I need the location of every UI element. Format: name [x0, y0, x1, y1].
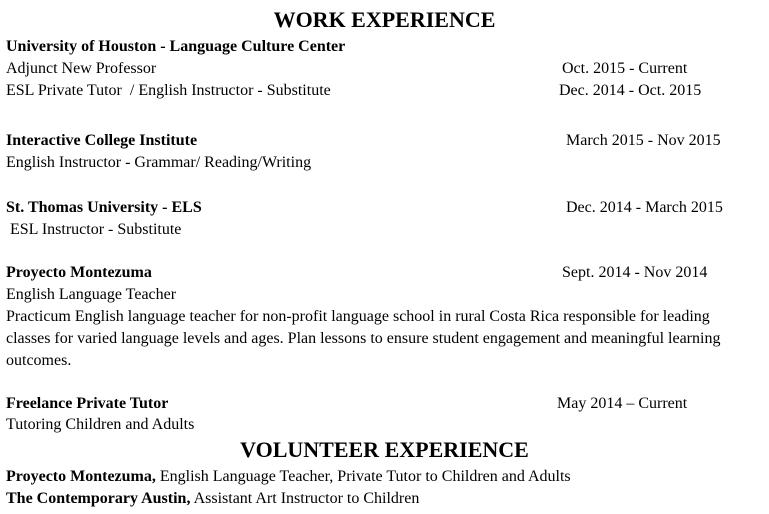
- entry-role: English Instructor - Grammar/ Reading/Writing: [6, 154, 312, 171]
- volunteer-detail: Assistant Art Instructor to Children: [190, 490, 420, 507]
- entry-org: Interactive College Institute: [6, 132, 198, 149]
- entry-role: Adjunct New Professor: [6, 60, 157, 77]
- volunteer-detail: English Language Teacher, Private Tutor to Children and Adults: [155, 468, 571, 485]
- entry-org: St. Thomas University - ELS: [6, 199, 202, 216]
- entry-dates: Oct. 2015 - Current: [562, 60, 688, 77]
- entry-org: Proyecto Montezuma: [6, 264, 152, 281]
- volunteer-item: [6, 488, 419, 510]
- entry-dates: May 2014 – Current: [557, 395, 688, 412]
- entry-org: Freelance Private Tutor: [6, 395, 169, 412]
- entry-dates: Dec. 2014 - March 2015: [566, 199, 723, 216]
- entry-role: ESL Private Tutor / English Instructor - Substitute: [6, 82, 331, 99]
- entry-role: English Language Teacher: [6, 286, 177, 303]
- entry-description: Practicum English language teacher for non-profit language school in rural Costa Rica responsible for leading classes for varied language levels and ages. Plan lessons to ensure student engagement and meaningful learning outcomes.: [6, 308, 721, 369]
- entry-org: University of Houston - Language Culture Center: [6, 38, 346, 55]
- volunteer-org: Proyecto Montezuma,: [6, 468, 156, 485]
- work-experience-heading: WORK EXPERIENCE: [273, 7, 496, 32]
- volunteer-experience-heading: VOLUNTEER EXPERIENCE: [240, 437, 529, 462]
- entry-role: ESL Instructor - Substitute: [10, 221, 182, 238]
- entry-role: Tutoring Children and Adults: [6, 416, 195, 433]
- entry-dates: March 2015 - Nov 2015: [566, 132, 721, 149]
- entry-dates: Dec. 2014 - Oct. 2015: [559, 82, 702, 99]
- volunteer-item: [6, 466, 571, 488]
- entry-dates: Sept. 2014 - Nov 2014: [562, 264, 708, 281]
- volunteer-org: The Contemporary Austin,: [6, 490, 191, 507]
